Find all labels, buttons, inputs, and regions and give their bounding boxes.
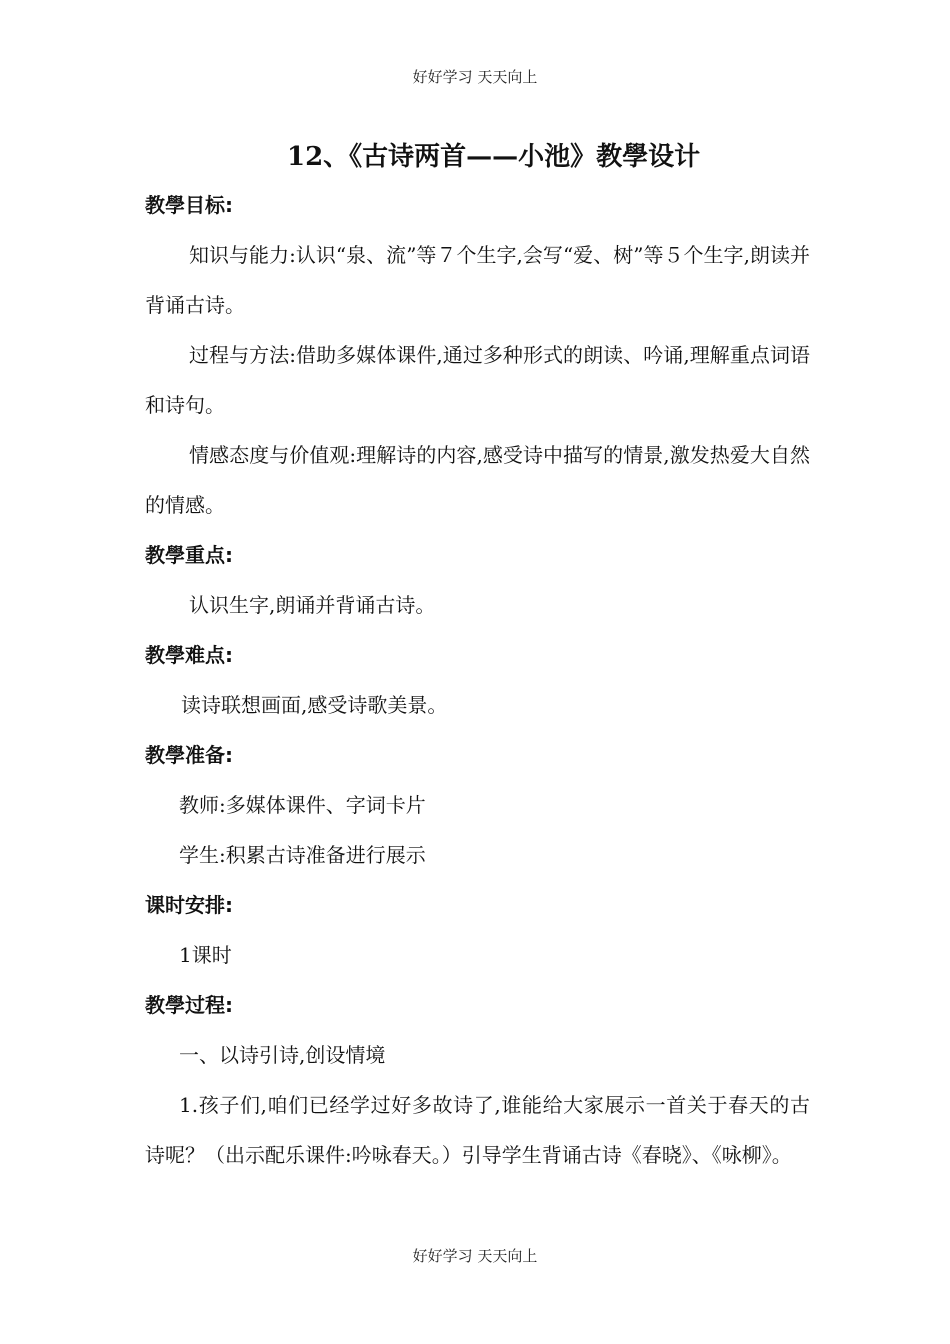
schedule-text: 1课时 xyxy=(179,943,232,967)
process-step1-title: 一、以诗引诗,创设情境 xyxy=(179,1043,386,1067)
preparation-teacher: 教师:多媒体课件、字词卡片 xyxy=(179,793,426,817)
page-footer: 好好学习 天天向上 xyxy=(412,1247,538,1265)
objectives-heading: 教學目标: xyxy=(145,193,233,217)
difficulties-text: 读诗联想画面,感受诗歌美景。 xyxy=(181,693,448,717)
process-heading: 教學过程: xyxy=(145,993,233,1017)
key-points-heading: 教學重点: xyxy=(145,543,233,567)
key-points-text: 认识生字,朗诵并背诵古诗。 xyxy=(189,593,436,617)
page-header: 好好学习 天天向上 xyxy=(412,68,538,86)
objective-emotion: 情感态度与价值观:理解诗的内容,感受诗中描写的情景,激发热爱大自然的情感。 xyxy=(145,443,810,517)
objective-process: 过程与方法:借助多媒体课件,通过多种形式的朗读、吟诵,理解重点词语和诗句。 xyxy=(145,343,810,417)
document-body xyxy=(145,180,810,1180)
process-step1-text: 1.孩子们,咱们已经学过好多故诗了,谁能给大家展示一首关于春天的古诗呢？（出示配乐课件:吟咏春天。）引导学生背诵古诗《春晓》、《咏柳》。 xyxy=(145,1093,810,1167)
document-title: 12、《古诗两首——小池》教學设计 xyxy=(287,142,701,172)
schedule-heading: 课时安排: xyxy=(145,893,233,917)
objective-knowledge: 知识与能力:认识“泉、流”等７个生字,会写“爱、树”等５个生字,朗读并背诵古诗。 xyxy=(145,243,810,317)
difficulties-heading: 教學难点: xyxy=(145,643,233,667)
preparation-heading: 教學准备: xyxy=(145,743,233,767)
preparation-student: 学生:积累古诗准备进行展示 xyxy=(179,843,426,867)
